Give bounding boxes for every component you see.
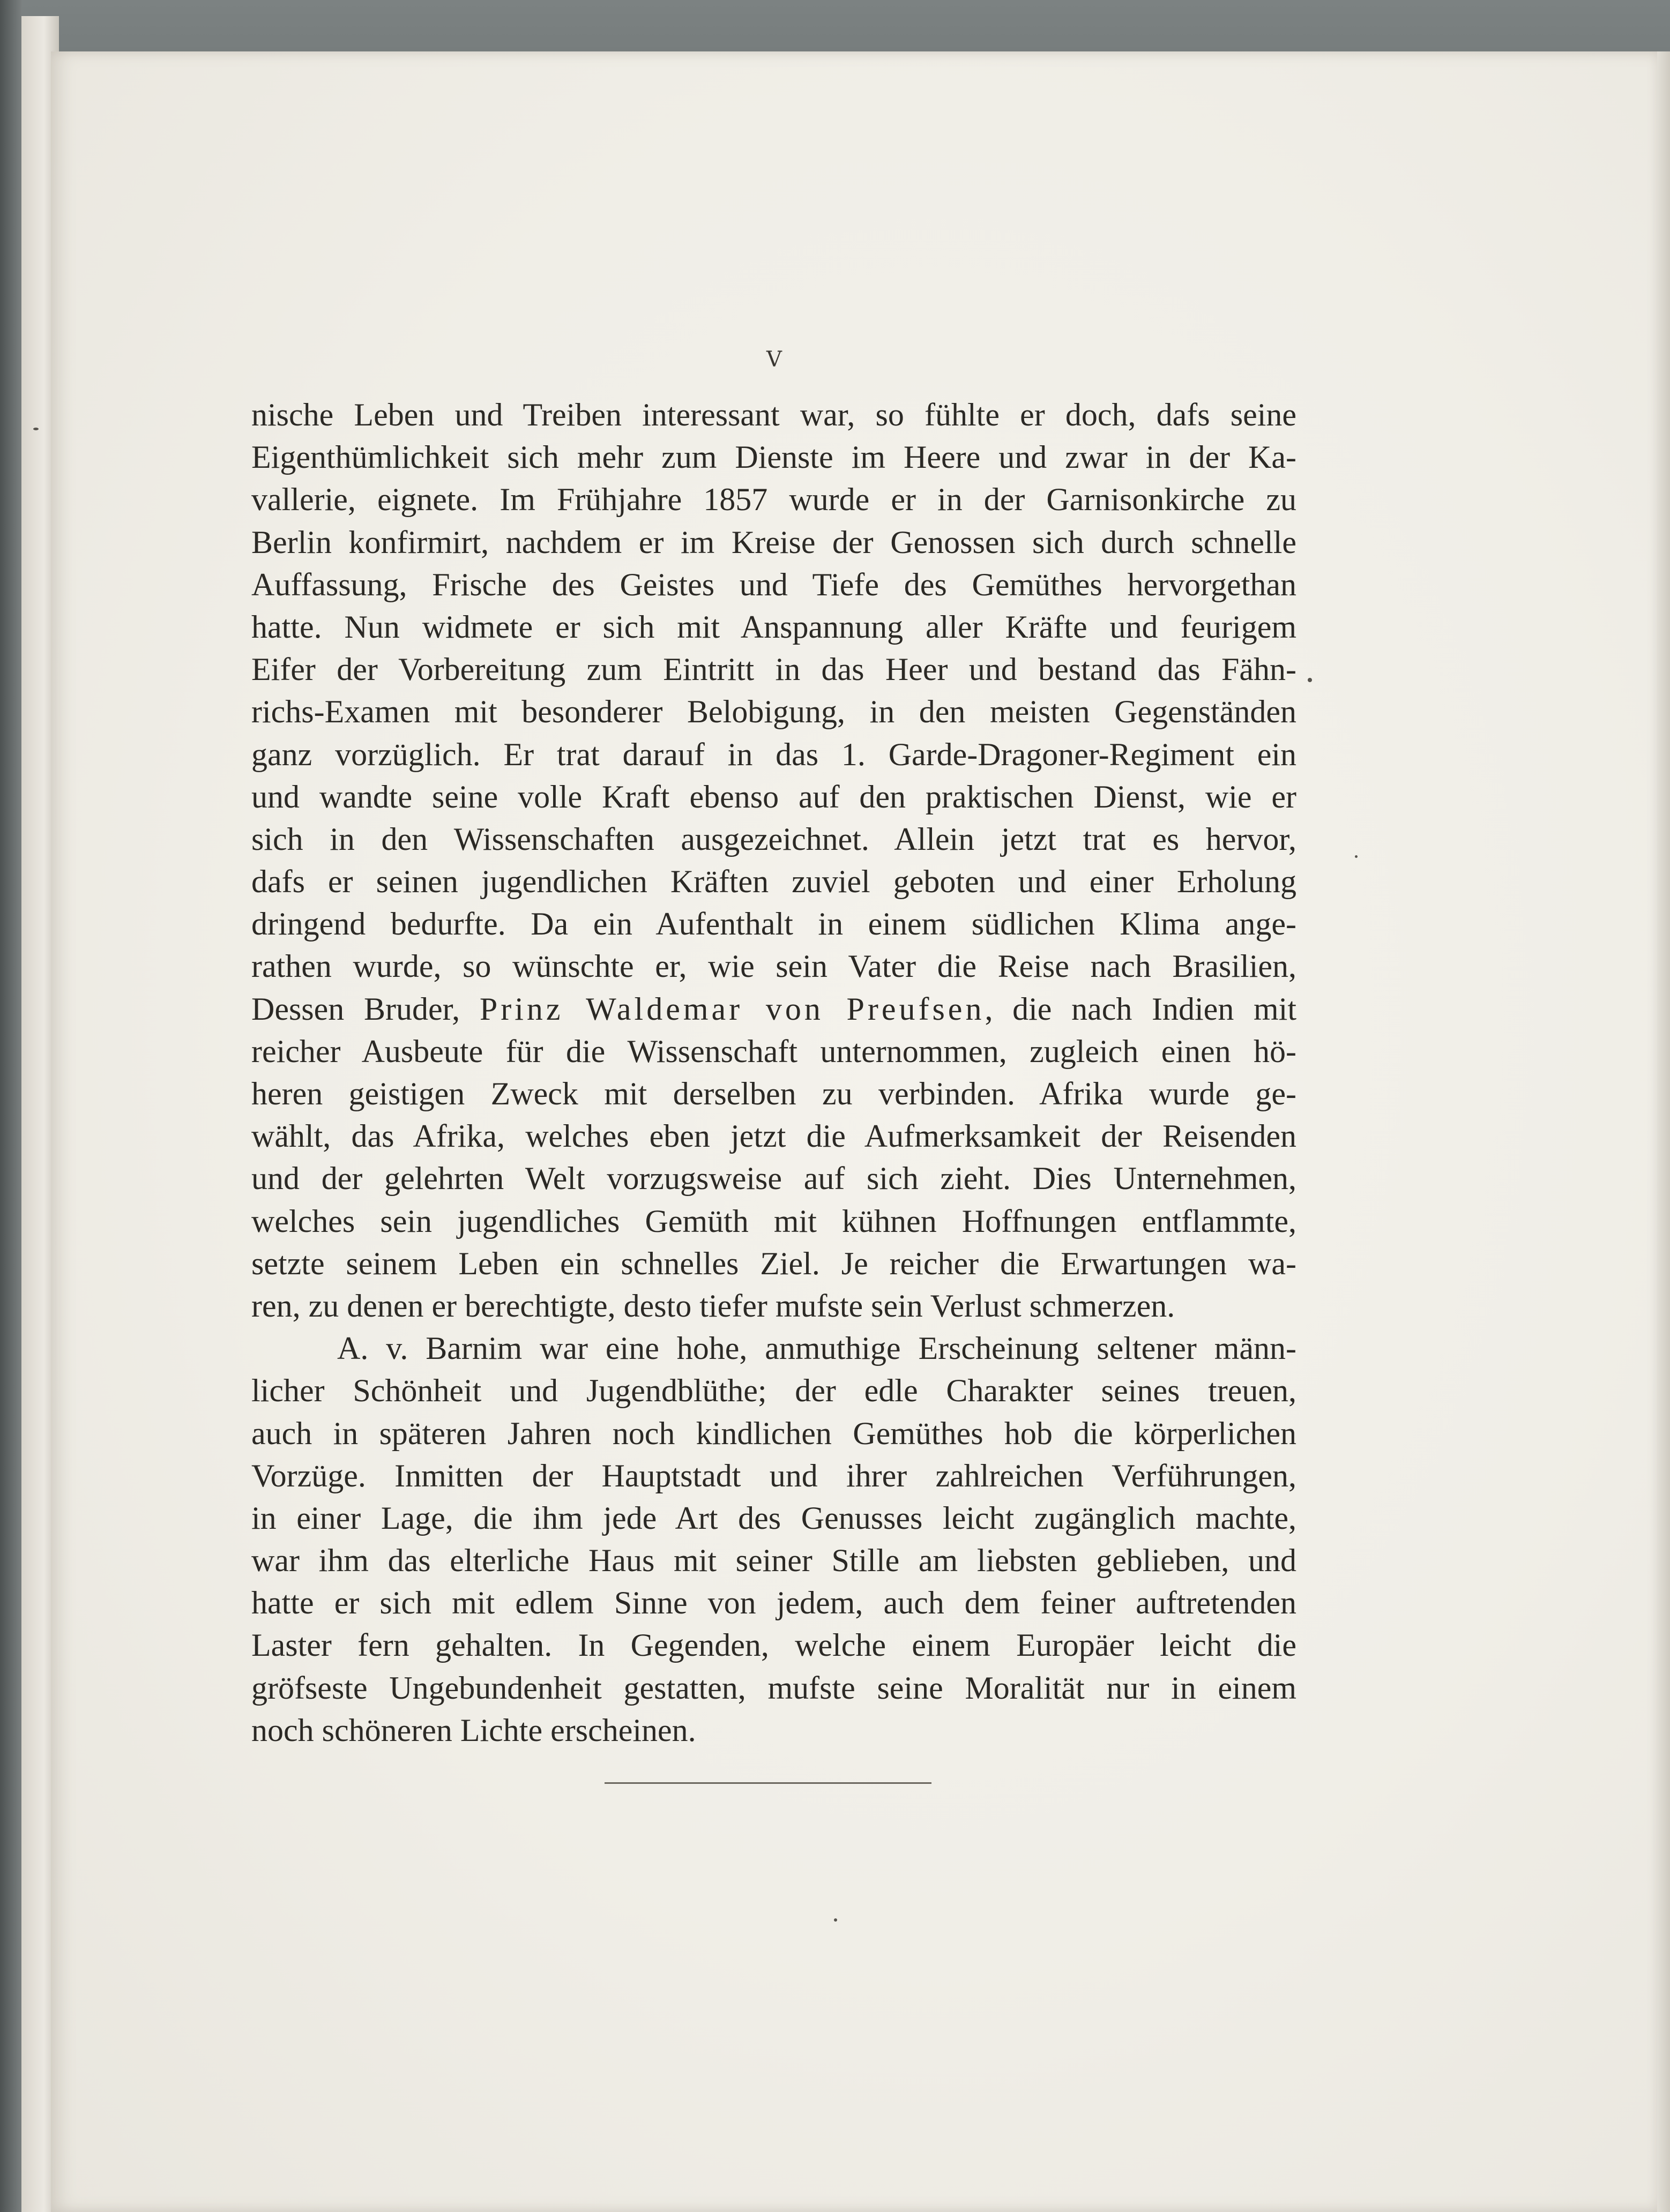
text-line: hatte. Nun widmete er sich mit Anspannung aller Kräfte und feurigem [251, 609, 1296, 645]
section-divider-rule [605, 1782, 931, 1784]
ink-speck [1308, 678, 1312, 682]
text-line: noch schöneren Lichte erscheinen. [251, 1712, 696, 1748]
text-line: in einer Lage, die ihm jede Art des Genusses leicht zugänglich machte, [251, 1500, 1296, 1536]
text-line: ganz vorzüglich. Er trat darauf in das 1. Garde-Dragoner-Regiment ein [251, 736, 1296, 772]
text-line: sich in den Wissenschaften ausgezeichnet. Allein jetzt trat es hervor, [251, 821, 1296, 857]
text-line: wählt, das Afrika, welches eben jetzt die Aufmerksamkeit der Reisenden [251, 1118, 1296, 1154]
margin-mark [33, 428, 39, 430]
text-line: welches sein jugendliches Gemüth mit kühnen Hoffnungen entflammte, [251, 1203, 1296, 1239]
text-line: richs-Examen mit besonderer Belobigung, in den meisten Gegenständen [251, 694, 1296, 730]
text-line: gröfseste Ungebundenheit gestatten, mufste seine Moralität nur in einem [251, 1670, 1296, 1706]
text-line: war ihm das elterliche Haus mit seiner Stille am liebsten geblieben, und [251, 1543, 1296, 1579]
text-line: reicher Ausbeute für die Wissenschaft unternommen, zugleich einen hö- [251, 1033, 1296, 1069]
text-line-with-spaced-name [251, 988, 1296, 1030]
page-fore-edge [1657, 51, 1670, 2212]
spaced-name: Prinz Waldemar von Preufsen [479, 991, 985, 1027]
text-line: setzte seinem Leben ein schnelles Ziel. Je reicher die Erwartungen wa- [251, 1245, 1296, 1281]
text-line: Eigenthümlichkeit sich mehr zum Dienste im Heere und zwar in der Ka- [251, 439, 1296, 475]
text-line: auch in späteren Jahren noch kindlichen Gemüthes hob die körperlichen [251, 1415, 1296, 1451]
text-line: Berlin konfirmirt, nachdem er im Kreise der Genossen sich durch schnelle [251, 524, 1296, 560]
text-line: Vorzüge. Inmitten der Hauptstadt und ihrer zahlreichen Verführungen, [251, 1458, 1296, 1493]
line-suffix: , die nach Indien mit [985, 991, 1296, 1027]
text-line: dafs er seinen jugendlichen Kräften zuviel geboten und einer Erholung [251, 864, 1296, 900]
text-line: und wandte seine volle Kraft ebenso auf den praktischen Dienst, wie er [251, 779, 1296, 814]
body-text [251, 394, 1296, 1752]
text-line: rathen wurde, so wünschte er, wie sein Vater die Reise nach Brasilien, [251, 948, 1296, 984]
ink-speck [1355, 855, 1358, 858]
line-prefix: Dessen Bruder, [251, 991, 480, 1027]
text-line: A. v. Barnim war eine hohe, anmuthige Erscheinung seltener männ- [337, 1331, 1296, 1366]
book-spine [0, 0, 21, 2212]
text-line: licher Schönheit und Jugendblüthe; der edle Charakter seines treuen, [251, 1373, 1296, 1409]
ink-speck [834, 1918, 837, 1922]
text-line: ren, zu denen er berechtigte, desto tiefer mufste sein Verlust schmerzen. [251, 1288, 1175, 1324]
text-line: heren geistigen Zweck mit derselben zu verbinden. Afrika wurde ge- [251, 1076, 1296, 1111]
text-line: nische Leben und Treiben interessant war, so fühlte er doch, dafs seine [251, 397, 1296, 432]
text-line: Eifer der Vorbereitung zum Eintritt in das Heer und bestand das Fähn- [251, 652, 1296, 687]
text-line: Laster fern gehalten. In Gegenden, welche einem Europäer leicht die [251, 1627, 1296, 1663]
page-number: V [766, 347, 782, 372]
text-line: und der gelehrten Welt vorzugsweise auf sich zieht. Dies Unternehmen, [251, 1161, 1296, 1197]
text-line: hatte er sich mit edlem Sinne von jedem, auch dem feiner auftretenden [251, 1585, 1296, 1621]
text-line: Auffassung, Frische des Geistes und Tiefe des Gemüthes hervorgethan [251, 566, 1296, 602]
text-line: dringend bedurfte. Da ein Aufenthalt in einem südlichen Klima ange- [251, 906, 1296, 942]
text-line: vallerie, eignete. Im Frühjahre 1857 wurde er in der Garnisonkirche zu [251, 482, 1296, 518]
